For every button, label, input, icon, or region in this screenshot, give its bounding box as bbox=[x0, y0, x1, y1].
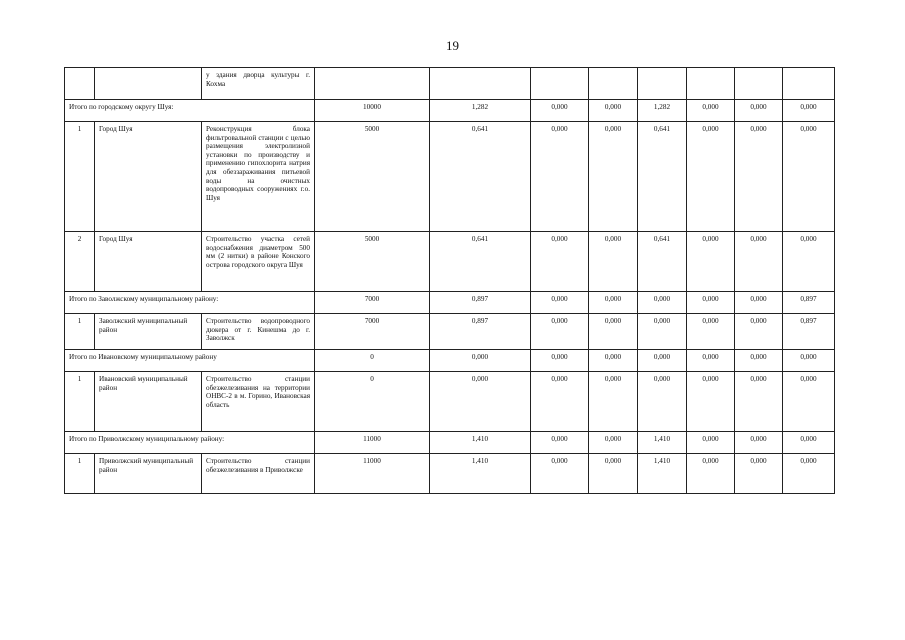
project-description: Строительство участка сетей водоснабжения диаметром 500 мм (2 нитки) в районе Конского острова городского округа Шуя bbox=[202, 232, 315, 292]
value-cell bbox=[589, 68, 638, 100]
value-cell: 0,000 bbox=[589, 122, 638, 232]
municipality-cell: Город Шуя bbox=[95, 122, 202, 232]
value-cell: 0,000 bbox=[430, 350, 531, 372]
value-cell: 10000 bbox=[315, 100, 430, 122]
value-cell: 0,000 bbox=[687, 454, 735, 494]
value-cell: 0,000 bbox=[687, 314, 735, 350]
row-number bbox=[65, 68, 95, 100]
value-cell bbox=[735, 68, 783, 100]
value-cell: 5000 bbox=[315, 122, 430, 232]
project-description: Реконструкция блока фильтровальной станции с целью размещения электролизной установки по производству и применению гипохлорита натрия для обеззараживания питьевой воды на очистных водопроводных сооружениях г.о. Шуя bbox=[202, 122, 315, 232]
table-row bbox=[65, 68, 835, 100]
value-cell: 0,000 bbox=[735, 122, 783, 232]
total-row bbox=[65, 100, 835, 122]
row-number: 1 bbox=[65, 314, 95, 350]
value-cell: 0,000 bbox=[783, 100, 835, 122]
value-cell: 0,897 bbox=[783, 292, 835, 314]
investment-table bbox=[64, 67, 835, 494]
total-label: Итого по Приволжскому муниципальному району: bbox=[65, 432, 315, 454]
value-cell: 0,000 bbox=[687, 122, 735, 232]
value-cell: 0,000 bbox=[687, 432, 735, 454]
total-row bbox=[65, 432, 835, 454]
value-cell: 0,000 bbox=[735, 100, 783, 122]
municipality-cell bbox=[95, 68, 202, 100]
project-description: Строительство водопроводного дюкера от г. Кинешма до г. Заволжск bbox=[202, 314, 315, 350]
value-cell bbox=[687, 68, 735, 100]
value-cell: 0,000 bbox=[531, 122, 589, 232]
value-cell: 1,410 bbox=[638, 432, 687, 454]
value-cell: 0,000 bbox=[638, 292, 687, 314]
value-cell: 0,000 bbox=[589, 232, 638, 292]
value-cell: 0,000 bbox=[735, 292, 783, 314]
value-cell: 0,641 bbox=[430, 122, 531, 232]
value-cell: 0,641 bbox=[430, 232, 531, 292]
value-cell: 0,000 bbox=[687, 350, 735, 372]
value-cell: 0,000 bbox=[531, 314, 589, 350]
value-cell: 0,000 bbox=[531, 232, 589, 292]
municipality-cell: Заволжский муниципальный район bbox=[95, 314, 202, 350]
value-cell: 0,000 bbox=[589, 432, 638, 454]
value-cell: 0,000 bbox=[589, 350, 638, 372]
value-cell bbox=[638, 68, 687, 100]
value-cell: 0,641 bbox=[638, 122, 687, 232]
project-description: Строительство станции обезжелезивания в Приволжске bbox=[202, 454, 315, 494]
value-cell: 0,000 bbox=[531, 292, 589, 314]
value-cell: 0,897 bbox=[783, 314, 835, 350]
row-number: 1 bbox=[65, 454, 95, 494]
value-cell: 0,000 bbox=[735, 314, 783, 350]
table-row bbox=[65, 232, 835, 292]
total-label: Итого по городскому округу Шуя: bbox=[65, 100, 315, 122]
municipality-cell: Приволжский муниципальный район bbox=[95, 454, 202, 494]
value-cell: 0,000 bbox=[589, 100, 638, 122]
value-cell: 0,897 bbox=[430, 292, 531, 314]
value-cell: 0,000 bbox=[687, 100, 735, 122]
value-cell: 0,000 bbox=[783, 372, 835, 432]
value-cell: 0,000 bbox=[783, 432, 835, 454]
value-cell bbox=[430, 68, 531, 100]
municipality-cell: Ивановский муниципальный район bbox=[95, 372, 202, 432]
row-number: 2 bbox=[65, 232, 95, 292]
table-row bbox=[65, 454, 835, 494]
value-cell: 0,000 bbox=[687, 232, 735, 292]
value-cell: 0,000 bbox=[531, 372, 589, 432]
value-cell: 0 bbox=[315, 372, 430, 432]
table-body bbox=[65, 68, 835, 494]
value-cell: 0,000 bbox=[783, 454, 835, 494]
value-cell: 0,000 bbox=[735, 232, 783, 292]
value-cell: 0,000 bbox=[531, 100, 589, 122]
total-row bbox=[65, 350, 835, 372]
value-cell: 0,000 bbox=[735, 432, 783, 454]
value-cell: 0,000 bbox=[430, 372, 531, 432]
table-row bbox=[65, 122, 835, 232]
total-label: Итого по Ивановскому муниципальному району bbox=[65, 350, 315, 372]
value-cell: 7000 bbox=[315, 292, 430, 314]
table-row bbox=[65, 372, 835, 432]
value-cell: 1,410 bbox=[430, 454, 531, 494]
total-label: Итого по Заволжскому муниципальному району: bbox=[65, 292, 315, 314]
value-cell: 0,000 bbox=[735, 372, 783, 432]
value-cell: 0,897 bbox=[430, 314, 531, 350]
value-cell: 0,000 bbox=[687, 292, 735, 314]
value-cell: 0,000 bbox=[531, 454, 589, 494]
value-cell: 0,000 bbox=[687, 372, 735, 432]
value-cell bbox=[315, 68, 430, 100]
value-cell: 0,000 bbox=[735, 350, 783, 372]
total-row bbox=[65, 292, 835, 314]
value-cell: 1,410 bbox=[638, 454, 687, 494]
value-cell: 0,000 bbox=[589, 372, 638, 432]
row-number: 1 bbox=[65, 122, 95, 232]
value-cell: 0,000 bbox=[735, 454, 783, 494]
value-cell: 0 bbox=[315, 350, 430, 372]
value-cell: 0,000 bbox=[638, 314, 687, 350]
project-description: Строительство станции обезжелезивания на территории ОНВС-2 в м. Горино, Ивановская область bbox=[202, 372, 315, 432]
table-row bbox=[65, 314, 835, 350]
value-cell: 7000 bbox=[315, 314, 430, 350]
value-cell: 0,000 bbox=[783, 350, 835, 372]
value-cell bbox=[531, 68, 589, 100]
page-number: 19 bbox=[446, 38, 459, 53]
value-cell: 5000 bbox=[315, 232, 430, 292]
project-description: у здания дворца культуры г. Кохма bbox=[202, 68, 315, 100]
value-cell: 1,282 bbox=[638, 100, 687, 122]
value-cell: 0,000 bbox=[783, 122, 835, 232]
value-cell: 0,000 bbox=[531, 432, 589, 454]
value-cell: 11000 bbox=[315, 454, 430, 494]
value-cell: 0,000 bbox=[638, 350, 687, 372]
value-cell: 0,000 bbox=[531, 350, 589, 372]
value-cell: 11000 bbox=[315, 432, 430, 454]
value-cell: 1,410 bbox=[430, 432, 531, 454]
value-cell: 0,000 bbox=[589, 454, 638, 494]
value-cell: 0,000 bbox=[589, 292, 638, 314]
row-number: 1 bbox=[65, 372, 95, 432]
value-cell: 0,000 bbox=[589, 314, 638, 350]
value-cell: 0,641 bbox=[638, 232, 687, 292]
value-cell: 0,000 bbox=[783, 232, 835, 292]
value-cell bbox=[783, 68, 835, 100]
value-cell: 1,282 bbox=[430, 100, 531, 122]
municipality-cell: Город Шуя bbox=[95, 232, 202, 292]
value-cell: 0,000 bbox=[638, 372, 687, 432]
